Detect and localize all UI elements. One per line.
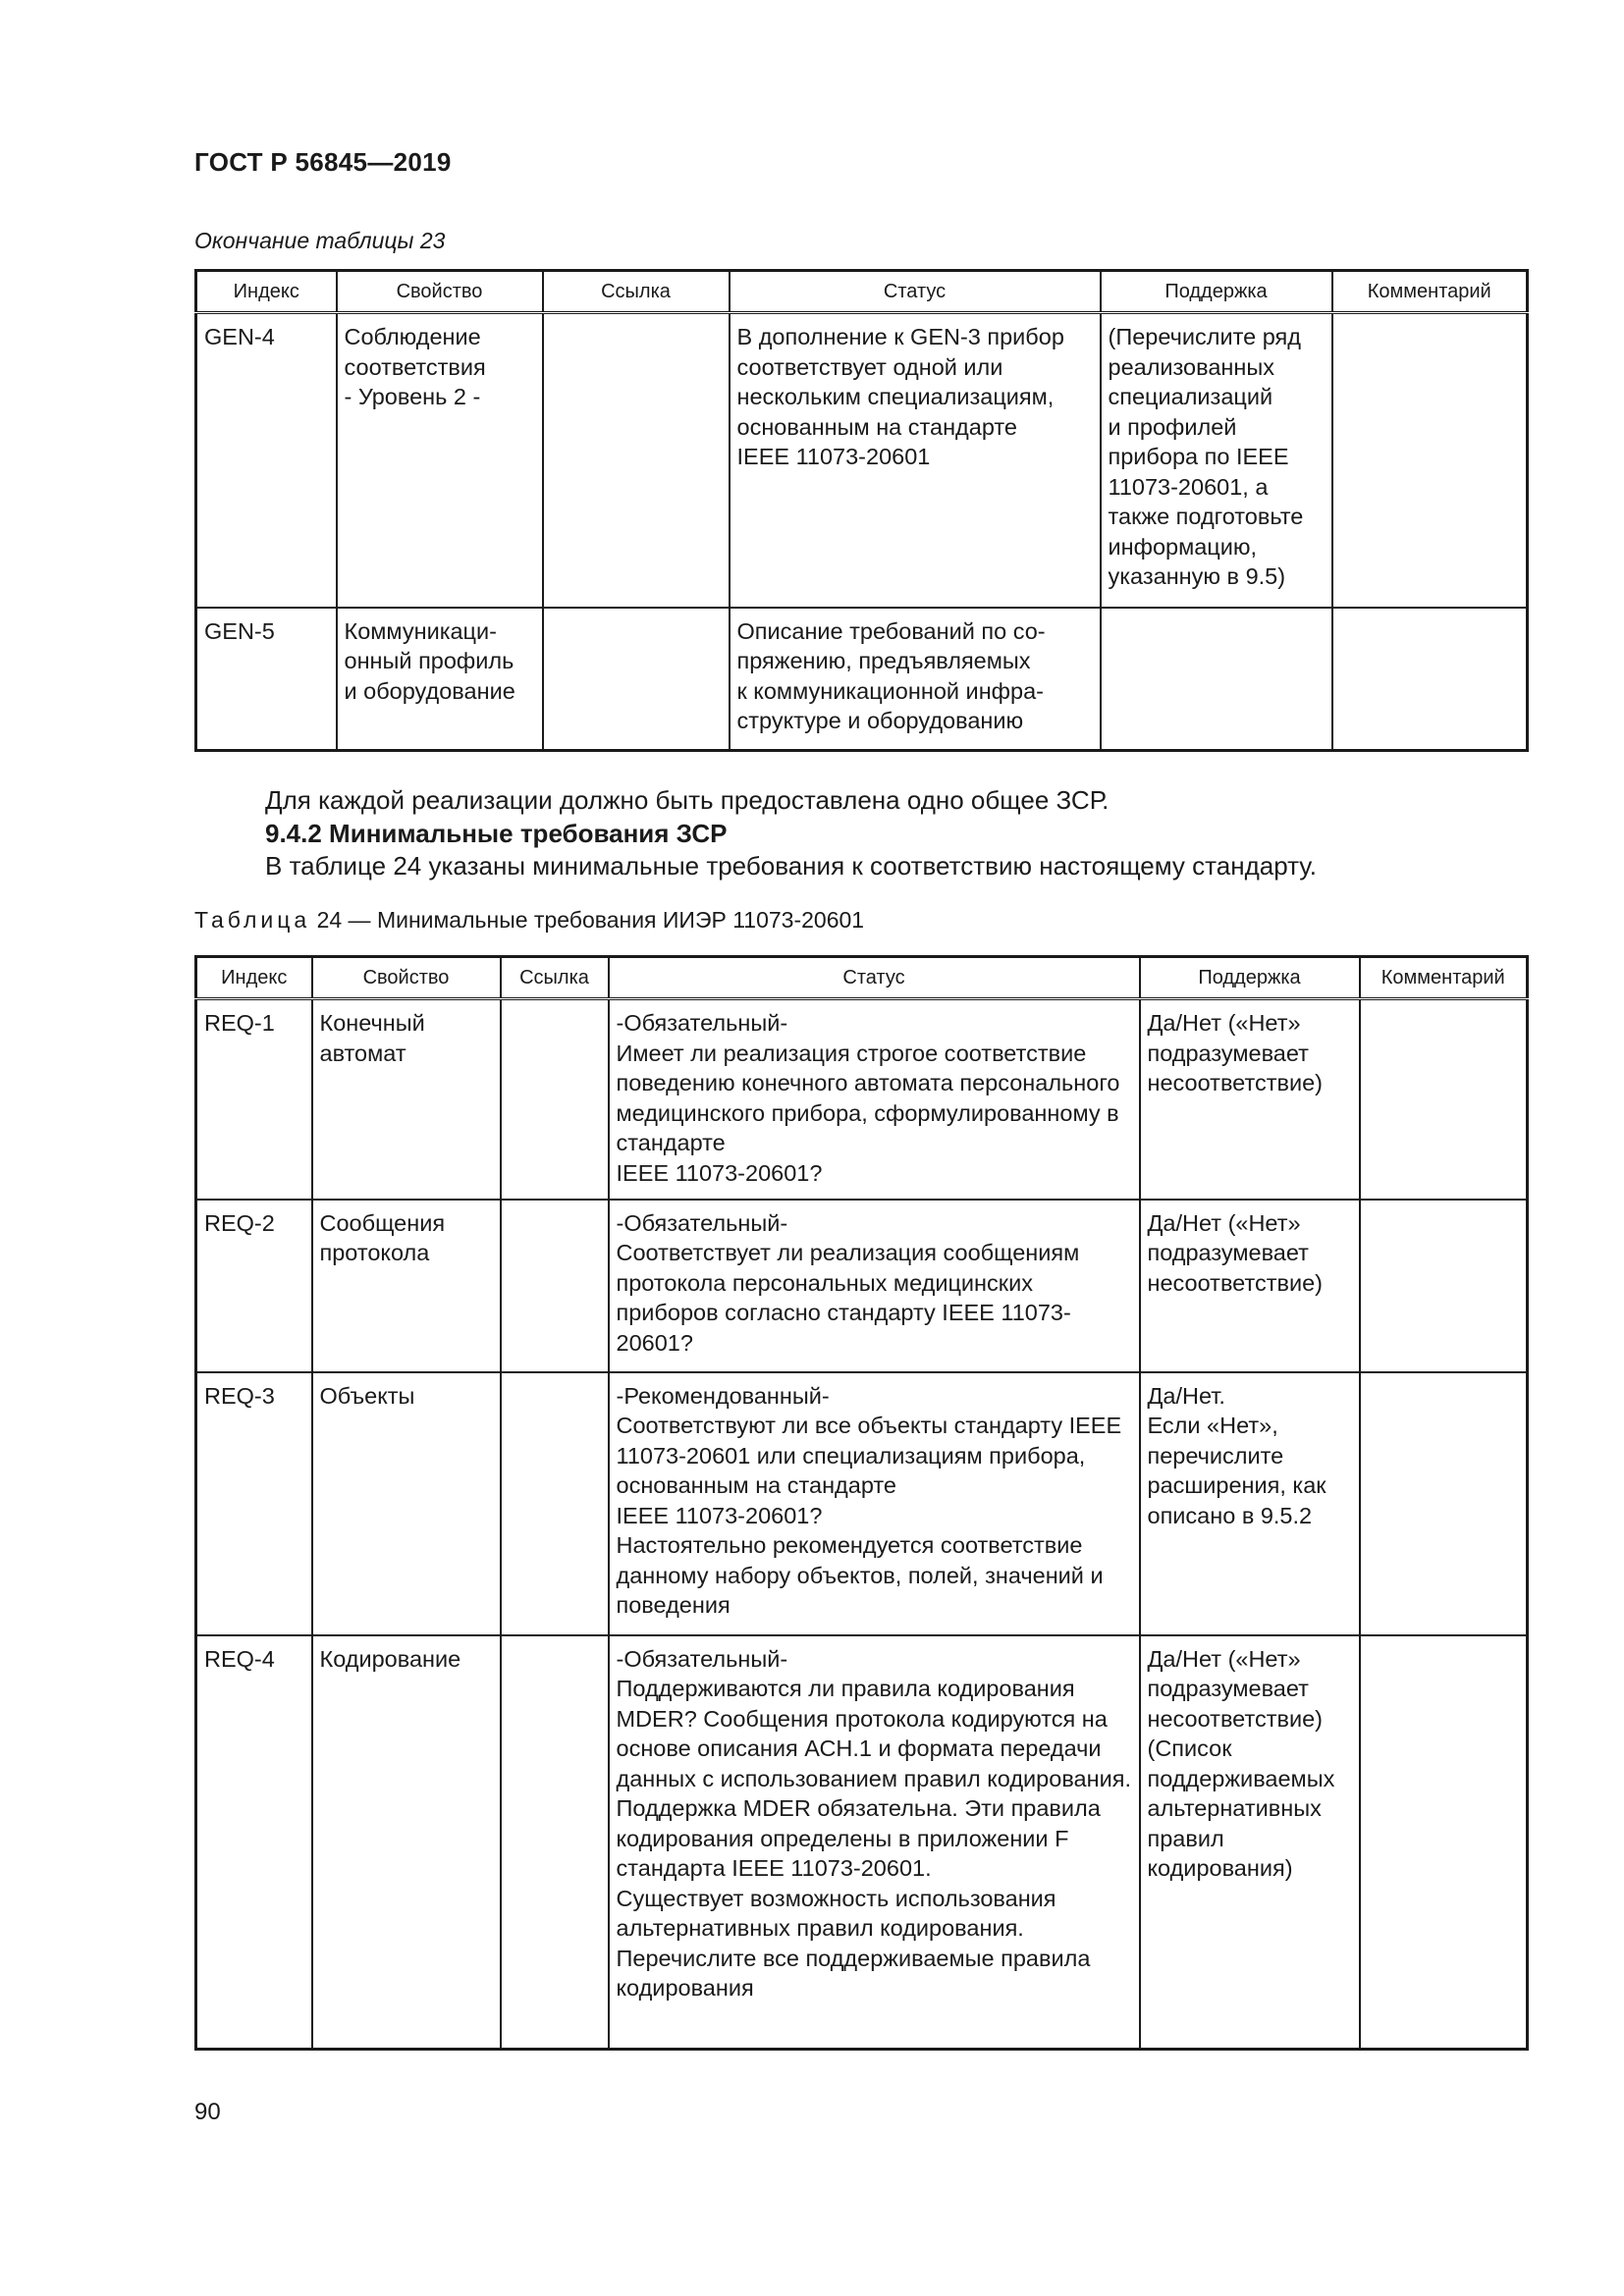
cell-support bbox=[1101, 608, 1332, 751]
cell-index: REQ-2 bbox=[196, 1200, 312, 1372]
table-row bbox=[196, 608, 1528, 751]
cell-index: GEN-4 bbox=[196, 313, 337, 608]
cell-comment bbox=[1360, 1635, 1528, 2050]
cell-status: Описание требований по со- пряжению, предъявляемых к коммуникационной инфра- структуре и оборудованию bbox=[730, 608, 1101, 751]
paragraph-table-24-intro: В таблице 24 указаны минимальные требования к соответствию настоящему стандарту. bbox=[265, 851, 1317, 881]
table-row bbox=[196, 1635, 1528, 2050]
table-24-caption bbox=[194, 907, 864, 934]
table-caption-label: Таблица bbox=[194, 907, 311, 933]
cell-status: -Обязательный- Поддерживаются ли правила кодирования MDER? Сообщения протокола кодируются на основе описания АСН.1 и формата передачи данных с использованием правил кодирования. Поддержка MDER обязательна. Эти правила кодирования определены в приложении F стандарта IEEE 11073-20601. Существует возможность использования альтернативных правил кодирования. Перечислите все поддерживаемые правила кодирования bbox=[609, 1635, 1140, 2050]
cell-property: Сообщения протокола bbox=[312, 1200, 501, 1372]
cell-property: Кодирование bbox=[312, 1635, 501, 2050]
cell-comment bbox=[1332, 608, 1528, 751]
table-header-row bbox=[196, 271, 1528, 313]
cell-property: Конечный автомат bbox=[312, 999, 501, 1200]
cell-status: В дополнение к GEN-3 прибор соответствует одной или нескольким специализациям, основанным на стандарте IEEE 11073-20601 bbox=[730, 313, 1101, 608]
cell-property: Коммуникаци- онный профиль и оборудование bbox=[337, 608, 543, 751]
cell-index: REQ-1 bbox=[196, 999, 312, 1200]
cell-status: -Рекомендованный- Соответствуют ли все объекты стандарту IEEE 11073-20601 или специализациям прибора, основанным на стандарте IEEE 11073-20601? Настоятельно рекомендуется соответствие данному набору объектов, полей, значений и поведения bbox=[609, 1372, 1140, 1635]
column-header-reference: Ссылка bbox=[501, 957, 609, 999]
cell-index: GEN-5 bbox=[196, 608, 337, 751]
cell-comment bbox=[1360, 999, 1528, 1200]
cell-reference bbox=[543, 313, 730, 608]
paragraph-general-zsr: Для каждой реализации должно быть предоставлена одно общее ЗСР. bbox=[265, 785, 1110, 815]
cell-comment bbox=[1360, 1372, 1528, 1635]
cell-support: Да/Нет («Нет» подразумевает несоответствие) (Список поддерживаемых альтернативных правил кодирования) bbox=[1140, 1635, 1360, 2050]
cell-support: Да/Нет. Если «Нет», перечислите расширения, как описано в 9.5.2 bbox=[1140, 1372, 1360, 1635]
column-header-status: Статус bbox=[730, 271, 1101, 313]
cell-reference bbox=[501, 999, 609, 1200]
column-header-support: Поддержка bbox=[1101, 271, 1332, 313]
table-header-row bbox=[196, 957, 1528, 999]
cell-property: Соблюдение соответствия - Уровень 2 - bbox=[337, 313, 543, 608]
column-header-reference: Ссылка bbox=[543, 271, 730, 313]
column-header-property: Свойство bbox=[337, 271, 543, 313]
cell-property: Объекты bbox=[312, 1372, 501, 1635]
cell-reference bbox=[501, 1635, 609, 2050]
cell-reference bbox=[501, 1200, 609, 1372]
page-number: 90 bbox=[194, 2099, 221, 2125]
column-header-index: Индекс bbox=[196, 957, 312, 999]
cell-comment bbox=[1332, 313, 1528, 608]
column-header-status: Статус bbox=[609, 957, 1140, 999]
cell-reference bbox=[501, 1372, 609, 1635]
table-24 bbox=[194, 955, 1529, 2051]
column-header-support: Поддержка bbox=[1140, 957, 1360, 999]
table-row bbox=[196, 1200, 1528, 1372]
cell-support: Да/Нет («Нет» подразумевает несоответствие) bbox=[1140, 999, 1360, 1200]
cell-comment bbox=[1360, 1200, 1528, 1372]
cell-index: REQ-4 bbox=[196, 1635, 312, 2050]
cell-support: Да/Нет («Нет» подразумевает несоответствие) bbox=[1140, 1200, 1360, 1372]
document-code-header: ГОСТ Р 56845—2019 bbox=[194, 147, 452, 177]
section-heading-9-4-2: 9.4.2 Минимальные требования ЗСР bbox=[265, 819, 728, 848]
cell-reference bbox=[543, 608, 730, 751]
column-header-index: Индекс bbox=[196, 271, 337, 313]
table-row bbox=[196, 1372, 1528, 1635]
cell-index: REQ-3 bbox=[196, 1372, 312, 1635]
table-23-continuation-caption: Окончание таблицы 23 bbox=[194, 228, 446, 253]
column-header-comment: Комментарий bbox=[1360, 957, 1528, 999]
cell-status: -Обязательный- Имеет ли реализация строгое соответствие поведению конечного автомата персонального медицинского прибора, сформулированному в стандарте IEEE 11073-20601? bbox=[609, 999, 1140, 1200]
cell-status: -Обязательный- Соответствует ли реализация сообщениям протокола персональных медицинских приборов согласно стандарту IEEE 11073-20601? bbox=[609, 1200, 1140, 1372]
table-row bbox=[196, 313, 1528, 608]
column-header-comment: Комментарий bbox=[1332, 271, 1528, 313]
table-row bbox=[196, 999, 1528, 1200]
table-23 bbox=[194, 269, 1529, 752]
table-caption-text: 24 — Минимальные требования ИИЭР 11073-20601 bbox=[316, 907, 865, 933]
cell-support: (Перечислите ряд реализованных специализаций и профилей прибора по IEEE 11073-20601, а также подготовьте информацию, указанную в 9.5) bbox=[1101, 313, 1332, 608]
column-header-property: Свойство bbox=[312, 957, 501, 999]
